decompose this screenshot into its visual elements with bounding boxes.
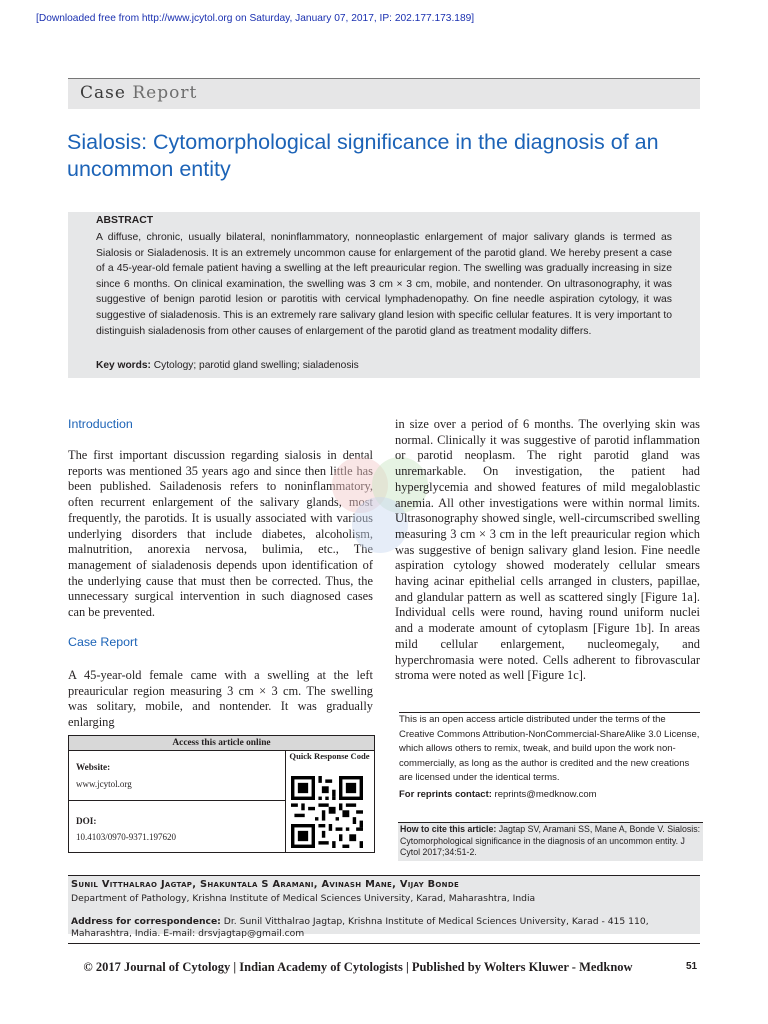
abstract-text: A diffuse, chronic, usually bilateral, noninflammatory, nonneoplastic enlargement of major salivary glands is termed as Sialosis or Sialadenosis. It is an extremely uncommon cause for enlargement of the parotid gland. We hereby present a case of a 45-year-old female patient having a swelling at the left preauricular region. The swelling was gradually increasing in size since 6 months. On clinical examination, the swelling was 3 cm × 3 cm, mobile, and nontender. On ultrasonography, it was suggestive of benign parotid lesion or parotitis with cervical lymphadenopathy. On fine needle aspiration cytology, it was suggestive of sialadenosis. This is an extremely rare salivary gland lesion with specific cellular features. It is very important to distinguish sialadenosis from other causes of enlargement of the parotid gland as treatment modality differs.	[96, 232, 672, 337]
download-notice: [Downloaded free from http://www.jcytol.org on Saturday, January 07, 2017, IP: 202.177.173.189]	[36, 13, 475, 24]
reprints-contact	[399, 789, 597, 800]
correspondence-label: Address for correspondence:	[71, 916, 221, 927]
license-text: This is an open access article distributed under the terms of the Creative Commons Attribution-NonCommercial-ShareAlike 3.0 License, which allows others to remix, tweak, and build upon the work non-commercially, as long as the author is credited and the new creations are licensed under the identical terms.	[399, 712, 700, 786]
introduction-heading: Introduction	[68, 417, 133, 431]
box-separator	[69, 800, 285, 801]
keywords-text: Cytology; parotid gland swelling; sialadenosis	[153, 360, 359, 371]
reprints-label: For reprints contact:	[399, 789, 492, 800]
correspondence-text: Dr. Sunil Vitthalrao Jagtap, Krishna Institute of Medical Sciences University, Karad - 415 110, Maharashtra, India. E-mail: drsvjagtap@gmail.com	[71, 916, 649, 940]
qr-code-icon[interactable]	[291, 776, 363, 848]
abstract-heading: ABSTRACT	[96, 215, 154, 226]
correspondence	[71, 916, 691, 940]
doi-value[interactable]: 10.4103/0970-9371.197620	[76, 832, 176, 842]
page-number: 51	[686, 961, 698, 972]
access-heading: Access this article online	[69, 736, 374, 751]
qr-label: Quick Response Code	[289, 751, 370, 761]
department: Department of Pathology, Krishna Institute of Medical Sciences University, Karad, Maharashtra, India	[71, 893, 536, 904]
doi-label: DOI:	[76, 816, 97, 826]
reprints-email[interactable]: reprints@medknow.com	[494, 789, 597, 800]
citation-box	[398, 822, 703, 861]
section-label	[80, 83, 197, 103]
website-label: Website:	[76, 762, 111, 772]
cite-label: How to cite this article:	[400, 824, 497, 834]
website-link[interactable]: www.jcytol.org	[76, 779, 132, 789]
footer-rule	[68, 943, 700, 944]
keywords-label: Key words:	[96, 360, 151, 371]
keywords	[96, 360, 359, 371]
access-article-box	[68, 735, 375, 853]
case-report-text-right: in size over a period of 6 months. The overlying skin was normal. Clinically it was suggestive of parotid inflammation or parotid neoplasm. The right parotid gland was unremarkable. On investigation, the patient had hyperglycemia and showed features of mild megaloblastic anemia. All other investigations were within normal limits. Ultrasonography showed single, well-circumscribed swelling measuring 3 cm × 3 cm in the left preauricular region which was suggestive of benign salivary gland lesion. Fine needle aspiration cytology showed moderately cellular smears having acinar epithelial cells arranged in clusters, papillae, and glandular pattern as well as scattered singly [Figure 1a]. Individual cells were round, having round uniform nuclei and a moderate amount of cytoplasm [Figure 1b]. In areas mild cellular enlargement, nucleomegaly, and hyperchromasia were noted. Cells adherent to fibrovascular stroma were noted as well [Figure 1c].	[395, 417, 700, 683]
cite-text: Jagtap SV, Aramani SS, Mane A, Bonde V. Sialosis: Cytomorphological significance in the diagnosis of an uncommon entity. J Cytol 2017;34:51-2.	[400, 824, 701, 858]
section-label-word2: Report	[132, 83, 198, 103]
box-divider	[285, 751, 286, 852]
author-names: Sunil Vitthalrao Jagtap, Shakuntala S Aramani, Avinash Mane, Vijay Bonde	[71, 879, 460, 890]
journal-footer: © 2017 Journal of Cytology | Indian Academy of Cytologists | Published by Wolters Kluwer - Medknow	[83, 960, 633, 974]
introduction-text: The first important discussion regarding sialosis in dental reports was mentioned 35 years ago and since then little has been published. Sailadenosis refers to noninflammatory, often recurrent enlargement of the salivary glands, most frequently, the parotids. It is usually associated with various underlying disorders that include diabetes, alcoholism, malnutrition, anorexia nervosa, bulimia, etc., The management of sialadenosis depends upon identification of the underlying cause that must then be corrected. Thus, the unnecessary surgical intervention in such diagnosed cases can be prevented.	[68, 448, 373, 620]
article-title: Sialosis: Cytomorphological significance in the diagnosis of an uncommon entity	[67, 130, 659, 181]
case-report-text-left: A 45-year-old female came with a swelling at the left preauricular region measuring 3 cm × 3 cm. The swelling was solitary, mobile, and nontender. It was gradually enlarging	[68, 668, 373, 730]
case-report-heading: Case Report	[68, 635, 138, 649]
section-label-word1: Case	[80, 83, 126, 103]
